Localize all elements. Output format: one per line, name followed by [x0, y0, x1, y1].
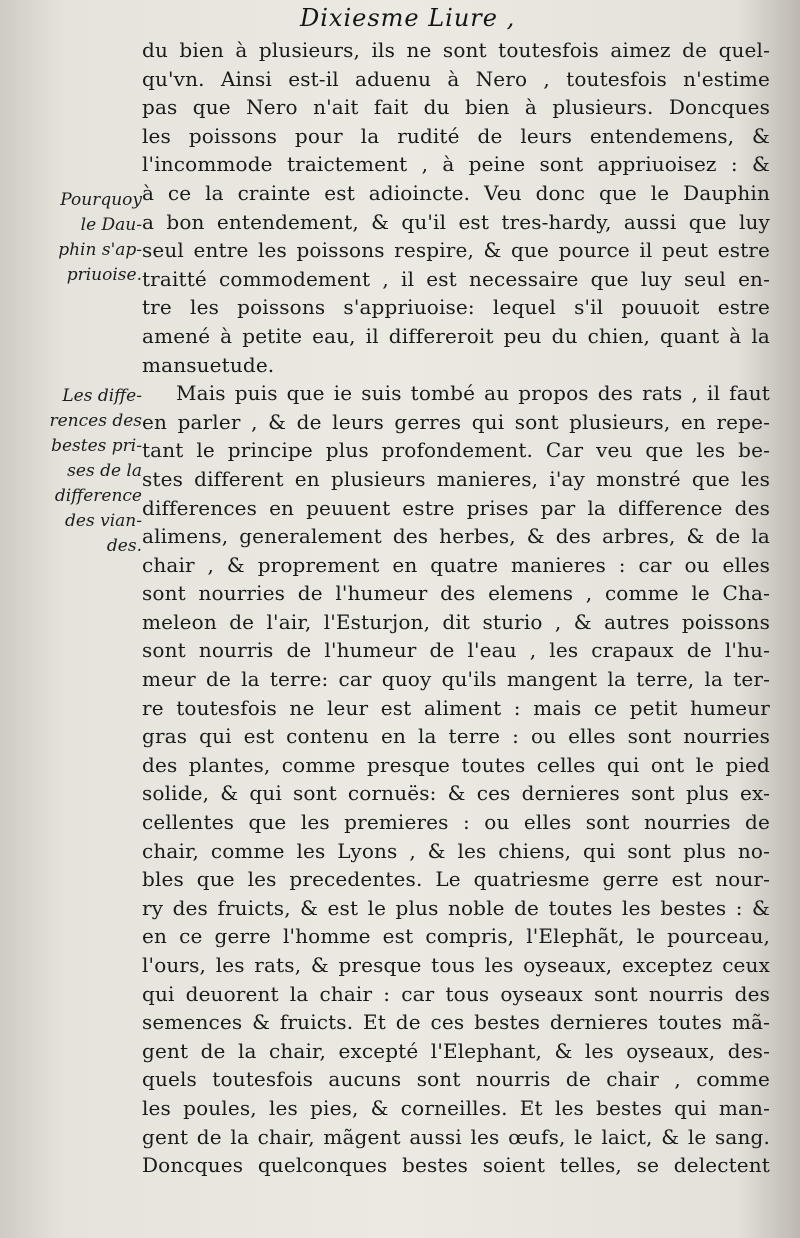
text-line: a bon entendement, & qu'il est tres-hardy, aussi que luy — [142, 209, 770, 234]
text-line: des plantes, comme presque toutes celles qui ont le pied — [142, 752, 770, 777]
text-line: cellentes que les premieres : ou elles sont nourries de — [142, 810, 770, 835]
text-line: en ce gerre l'homme est compris, l'Elephãt, le pourceau, — [142, 924, 770, 949]
text-line: gent de la chair, excepté l'Elephant, & les oyseaux, des- — [142, 1038, 770, 1063]
text-line: ry des fruicts, & est le plus noble de toutes les bestes : & — [142, 895, 770, 920]
text-line: qui deuorent la chair : car tous oyseaux sont nourris des — [142, 981, 770, 1006]
margin-note-line: des vian- — [65, 511, 142, 531]
margin-note-line: priuoise. — [66, 265, 142, 285]
text-line: en parler , & de leurs gerres qui sont plusieurs, en repe- — [142, 409, 770, 434]
margin-note-line: Les diffe- — [62, 386, 142, 406]
text-line: tant le principe plus profondement. Car veu que les be- — [142, 438, 770, 463]
text-line: chair , & proprement en quatre manieres : car ou elles — [142, 552, 770, 577]
margin-note-line: bestes pri- — [51, 436, 142, 456]
text-line: traitté commodement , il est necessaire que luy seul en- — [142, 266, 770, 291]
text-line: differences en peuuent estre prises par la difference des — [142, 495, 770, 520]
text-line: pas que Nero n'ait fait du bien à plusieurs. Doncques — [142, 95, 770, 120]
text-line: meur de la terre: car quoy qu'ils mangent la terre, la ter- — [142, 667, 770, 692]
text-line: gent de la chair, mãgent aussi les œufs, le laict, & le sang. — [142, 1124, 770, 1149]
margin-note-line: ses de la — [67, 461, 142, 481]
text-line: meleon de l'air, l'Esturjon, dit sturio , & autres poissons — [142, 609, 770, 634]
text-line: semences & fruicts. Et de ces bestes dernieres toutes mã- — [142, 1010, 770, 1035]
text-line: re toutesfois ne leur est aliment : mais ce petit humeur — [142, 695, 770, 720]
text-line: alimens, generalement des herbes, & des arbres, & de la — [142, 524, 770, 549]
text-line: seul entre les poissons respire, & que pource il peut estre — [142, 238, 770, 263]
text-line: chair, comme les Lyons , & les chiens, qui sont plus no- — [142, 838, 770, 863]
margin-note-line: difference — [54, 486, 142, 506]
margin-note-line: le Dau- — [80, 215, 142, 235]
margin-note-line: rences des — [49, 411, 142, 431]
text-line: l'incommode traictement , à peine sont appriuoisez : & — [142, 152, 770, 177]
margin-note-line: phin s'ap- — [58, 240, 142, 260]
text-line: qu'vn. Ainsi est-il aduenu à Nero , toutesfois n'estime — [142, 66, 770, 91]
text-line: bles que les precedentes. Le quatriesme gerre est nour- — [142, 867, 770, 892]
text-line: Doncques quelconques bestes soient telles, se delectent — [142, 1153, 770, 1178]
margin-note-line: des. — [106, 536, 142, 556]
text-line: gras qui est contenu en la terre : ou elles sont nourries — [142, 724, 770, 749]
margin-note-differences — [30, 384, 142, 559]
text-line: Mais puis que ie suis tombé au propos des rats , il faut — [176, 381, 770, 406]
text-line: amené à petite eau, il differeroit peu du chien, quant à la — [142, 323, 770, 348]
body-text — [142, 36, 770, 1180]
text-line: solide, & qui sont cornuës: & ces dernieres sont plus ex- — [142, 781, 770, 806]
text-line: l'ours, les rats, & presque tous les oyseaux, exceptez ceux — [142, 953, 770, 977]
text-line: tre les poissons s'appriuoise: lequel s'il pouuoit estre — [142, 295, 770, 320]
text-line: les poissons pour la rudité de leurs entendemens, & — [142, 123, 770, 148]
text-line: du bien à plusieurs, ils ne sont toutesfois aimez de quel- — [142, 38, 770, 62]
text-line: à ce la crainte est adioincte. Veu donc que le Dauphin — [142, 180, 770, 205]
text-line: quels toutesfois aucuns sont nourris de chair , comme — [142, 1067, 770, 1092]
text-line: sont nourris de l'humeur de l'eau , les crapaux de l'hu- — [142, 638, 770, 663]
text-line: mansuetude. — [142, 352, 275, 377]
margin-note-dauphin — [30, 188, 142, 288]
text-line: stes different en plusieurs manieres, i'ay monstré que les — [142, 466, 770, 491]
text-line: les poules, les pies, & corneilles. Et les bestes qui man- — [142, 1095, 770, 1120]
text-line: sont nourries de l'humeur des elemens , comme le Cha- — [142, 581, 770, 606]
running-head: Dixiesme Liure , — [300, 4, 516, 32]
margin-note-line: Pourquoy — [60, 190, 142, 210]
